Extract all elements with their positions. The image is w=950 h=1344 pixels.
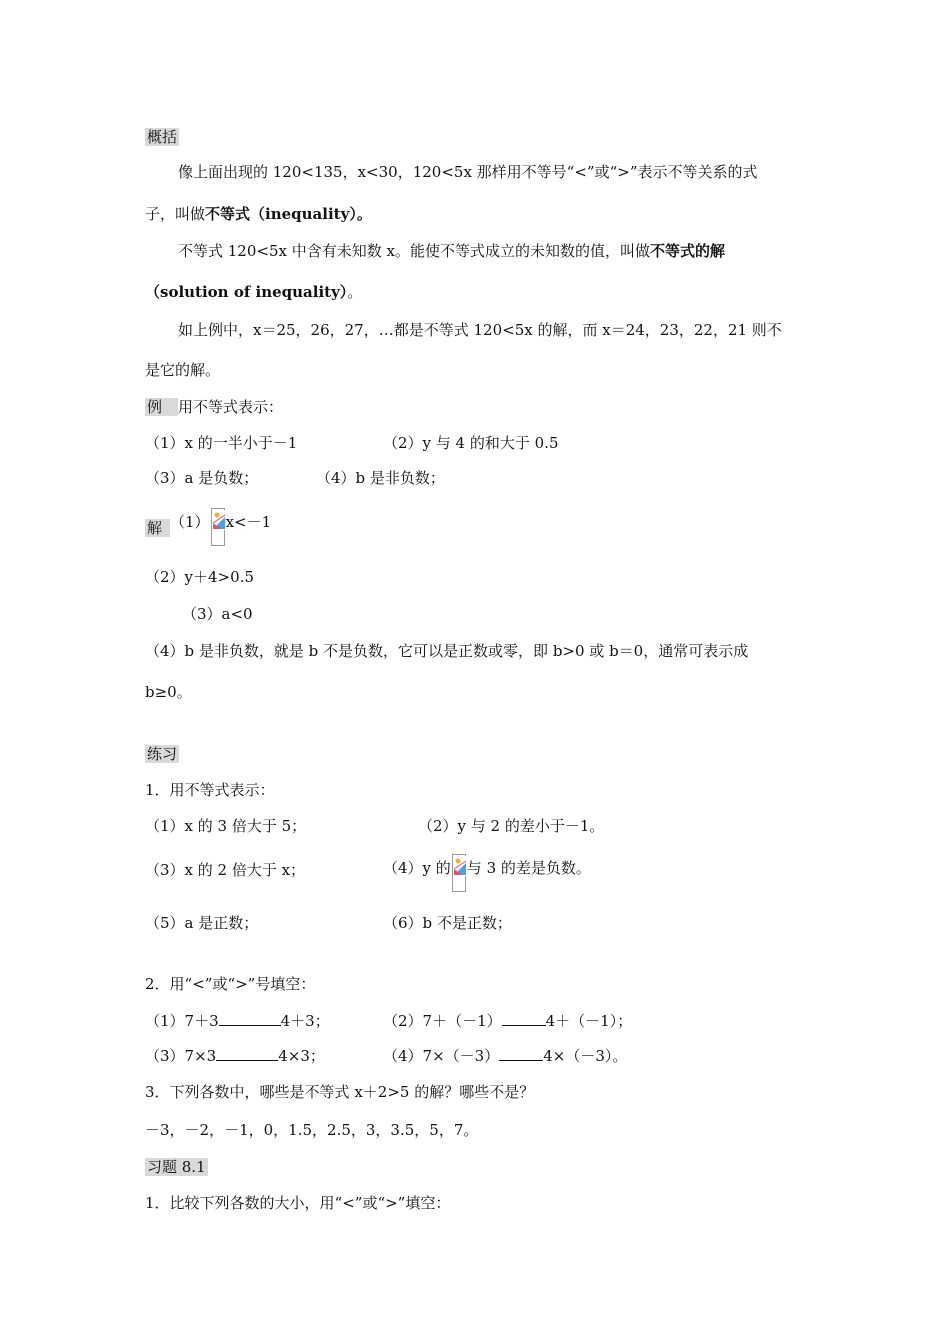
practice-q3-title: 3．下列各数中，哪些是不等式 x＋2>5 的解？哪些不是？ <box>145 1083 535 1101</box>
summary-para1-line1: 像上面出现的 120<135，x<30，120<5x 那样用不等号“<”或“>”表示不等关系的式 <box>178 163 758 181</box>
summary-para2-line1: 不等式 120<5x 中含有未知数 x。能使不等式成立的未知数的值，叫做不等式的解 <box>178 242 725 260</box>
solution-2: （2）y＋4>0.5 <box>145 568 254 586</box>
solution-3: （3）a<0 <box>182 605 253 623</box>
practice-q2-title: 2．用“<”或“>”号填空： <box>145 975 316 993</box>
solution-line1: 解 （1） x<－1 <box>145 508 271 548</box>
term-solution: 不等式的解 <box>649 242 725 260</box>
practice-q1-3: （3）x 的 2 倍大于 x； <box>145 861 306 879</box>
section-heading-exercise: 习题 8.1 <box>147 1158 206 1176</box>
practice-q1-5: （5）a 是正数； <box>145 914 259 932</box>
fill-blank[interactable] <box>499 1046 543 1061</box>
summary-para1-line2: 子，叫做不等式（inequality）。 <box>145 205 372 223</box>
practice-q2-4: （4）7×（－3） 4×（－3）。 <box>383 1047 628 1065</box>
solution-4-line2: b≥0。 <box>145 683 192 701</box>
summary-para2-line2: （solution of inequality）。 <box>145 283 363 301</box>
exercise-q1-title: 1．比较下列各数的大小，用“<”或“>”填空： <box>145 1194 451 1212</box>
summary-para3-line1: 如上例中，x＝25，26，27，…都是不等式 120<5x 的解，而 x＝24，23，22，21 则不 <box>178 321 782 339</box>
example-line <box>145 397 283 417</box>
fill-blank[interactable] <box>502 1011 546 1026</box>
fill-blank[interactable] <box>219 1011 281 1026</box>
example-label: 例 <box>145 398 178 416</box>
practice-q1-2: （2）y 与 2 的差小于－1。 <box>418 817 605 835</box>
solution-4-line1: （4）b 是非负数，就是 b 不是负数，它可以是正数或零，即 b>0 或 b＝0，通常可表示成 <box>145 642 749 660</box>
example-q2: （2）y 与 4 的和大于 0.5 <box>383 434 559 452</box>
example-prompt: 用不等式表示： <box>178 398 284 416</box>
term-inequality: 不等式（inequality）。 <box>205 205 372 223</box>
example-q3: （3）a 是负数； <box>145 469 259 487</box>
example-q4: （4）b 是非负数； <box>316 469 445 487</box>
term-solution-en: （solution of inequality） <box>145 283 348 301</box>
broken-image-icon <box>211 508 225 546</box>
example-q1: （1）x 的一半小于－1 <box>145 434 298 452</box>
practice-q2-2: （2）7＋（－1） 4＋（－1）； <box>383 1012 633 1030</box>
practice-q1-1: （1）x 的 3 倍大于 5； <box>145 817 307 835</box>
broken-image-icon <box>452 854 466 892</box>
section-heading-practice: 练习 <box>147 745 178 763</box>
fill-blank[interactable] <box>216 1046 278 1061</box>
practice-q1-title: 1．用不等式表示： <box>145 781 275 799</box>
summary-para3-line2: 是它的解。 <box>145 361 221 379</box>
practice-q1-6: （6）b 不是正数； <box>383 914 512 932</box>
section-heading-summary: 概括 <box>147 128 178 146</box>
practice-q3-numbers: －3，－2，－1，0，1.5，2.5，3，3.5，5，7。 <box>145 1121 479 1139</box>
practice-q1-4: （4）y 的 与 3 的差是负数。 <box>383 854 591 894</box>
solution-label: 解 <box>145 519 170 537</box>
practice-q2-3: （3）7×3 4×3； <box>145 1047 325 1065</box>
practice-q2-1: （1）7＋3 4＋3； <box>145 1012 330 1030</box>
